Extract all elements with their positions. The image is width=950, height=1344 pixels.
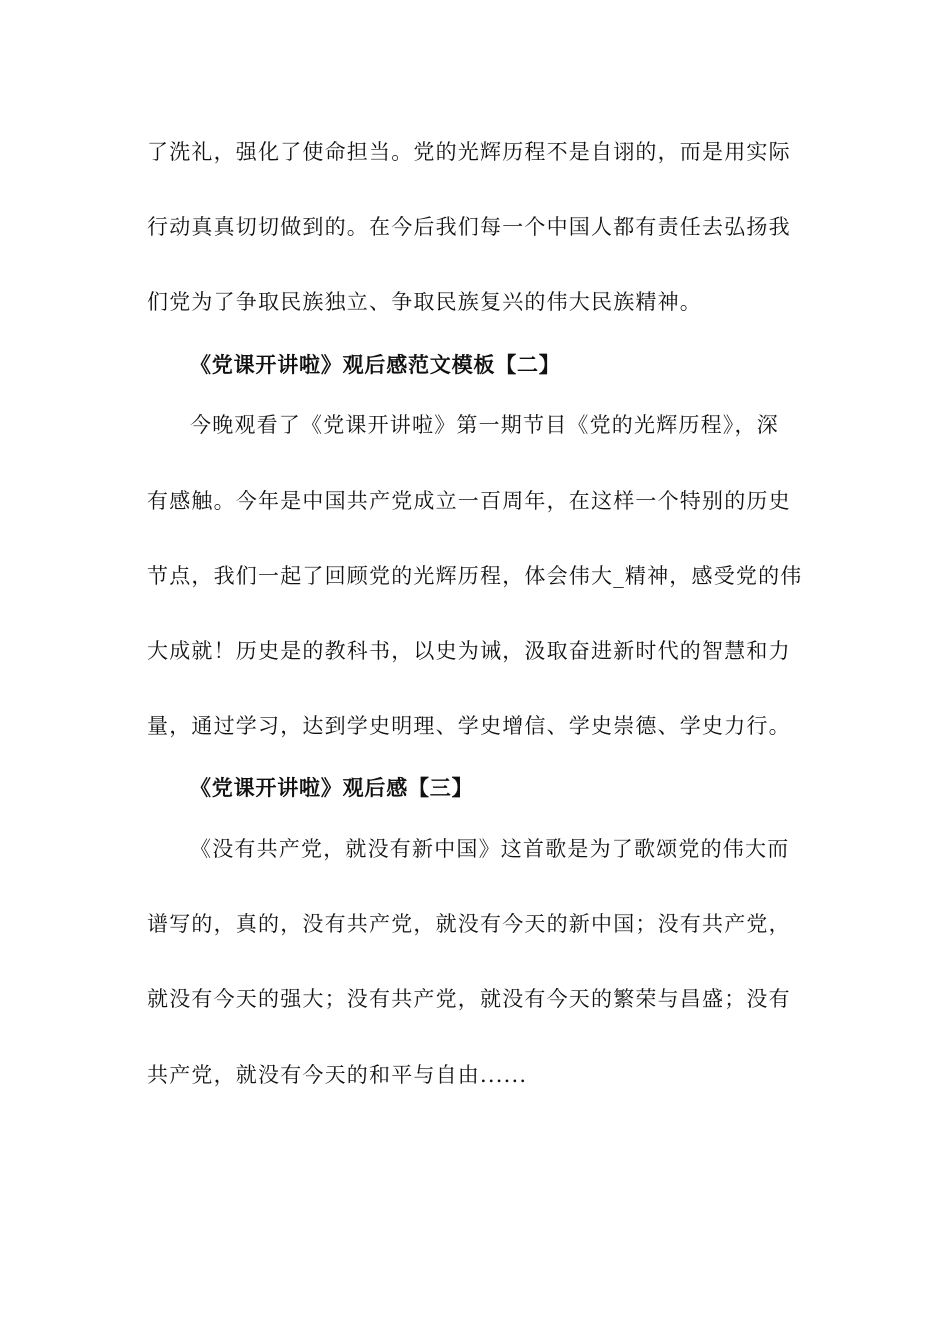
paragraph-line: 量，通过学习，达到学史明理、学史增信、学史崇德、学史力行。 [147, 714, 791, 738]
paragraph-line: 《没有共产党，就没有新中国》这首歌是为了歌颂党的伟大而 [190, 837, 790, 861]
paragraph-line: 就没有今天的强大；没有共产党，就没有今天的繁荣与昌盛；没有 [147, 987, 791, 1011]
paragraph-line: 行动真真切切做到的。在今后我们每一个中国人都有责任去弘扬我 [147, 215, 791, 239]
paragraph-line: 大成就！历史是的教科书，以史为诫，汲取奋进新时代的智慧和力 [147, 639, 791, 663]
paragraph-line: 共产党，就没有今天的和平与自由...... [147, 1063, 528, 1087]
paragraph-line: 今晚观看了《党课开讲啦》第一期节目《党的光辉历程》，深 [190, 413, 779, 437]
paragraph-line: 了洗礼，强化了使命担当。党的光辉历程不是自诩的，而是用实际 [147, 140, 791, 164]
section-heading-2: 《党课开讲啦》观后感范文模板【二】 [190, 352, 561, 377]
paragraph-line: 有感触。今年是中国共产党成立一百周年，在这样一个特别的历史 [147, 489, 791, 513]
paragraph-line: 们党为了争取民族独立、争取民族复兴的伟大民族精神。 [147, 290, 702, 314]
paragraph-line: 谱写的，真的，没有共产党，就没有今天的新中国；没有共产党， [147, 912, 791, 936]
paragraph-line: 节点，我们一起了回顾党的光辉历程，体会伟大_精神，感受党的伟 [147, 564, 803, 588]
section-heading-3: 《党课开讲啦》观后感【三】 [190, 775, 474, 800]
